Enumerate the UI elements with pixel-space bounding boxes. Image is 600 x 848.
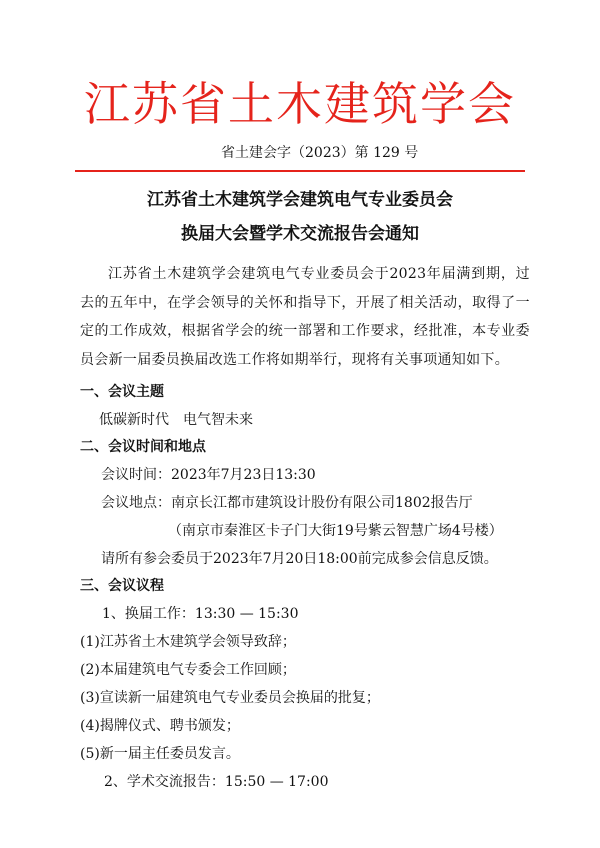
agenda-item: (5)新一届主任委员发言。 [80, 746, 240, 762]
agenda-item: (1)江苏省土木建筑学会领导致辞； [80, 634, 296, 650]
notice-title-line-2: 换届大会暨学术交流报告会通知 [181, 224, 419, 244]
section-theme-heading: 一、会议主题 [80, 384, 164, 400]
registration-deadline: 请所有参会委员于2023年7月20日18:00前完成参会信息反馈。 [101, 551, 498, 567]
document-number: 省土建会字（2023）第 129 号 [221, 145, 419, 161]
meeting-place: 会议地点：南京长江都市建筑设计股份有限公司1802报告厅 [101, 495, 473, 511]
intro-paragraph: 江苏省土木建筑学会建筑电气专业委员会于2023年届满到期，过去的五年中，在学会领导的关怀和指导下，开展了相关活动，取得了一定的工作成效，根据省学会的统一部署和工作要求，经批准，本专业委员会新一届委员换届改选工作将如期举行，现将有关事项通知如下。 [80, 266, 530, 368]
meeting-time: 会议时间：2023年7月23日13:30 [101, 467, 316, 483]
section-agenda-heading: 三、会议议程 [80, 578, 164, 594]
agenda-part-2: 2、学术交流报告：15:50 — 17:00 [104, 774, 329, 790]
agenda-item: (2)本届建筑电气专委会工作回顾； [80, 662, 296, 678]
theme-text: 低碳新时代 电气智未来 [99, 412, 253, 428]
notice-title-line-1: 江苏省土木建筑学会建筑电气专业委员会 [147, 190, 453, 210]
org-header: 江苏省土木建筑学会 [84, 77, 516, 131]
meeting-address: （南京市秦淮区卡子门大街19号紫云智慧广场4号楼） [168, 523, 503, 539]
agenda-part-1: 1、换届工作：13:30 — 15:30 [102, 606, 299, 622]
agenda-item: (4)揭牌仪式、聘书颁发； [80, 718, 240, 734]
agenda-item: (3)宣读新一届建筑电气专业委员会换届的批复； [80, 690, 380, 706]
section-time-place-heading: 二、会议时间和地点 [80, 439, 206, 455]
header-divider [75, 170, 525, 172]
